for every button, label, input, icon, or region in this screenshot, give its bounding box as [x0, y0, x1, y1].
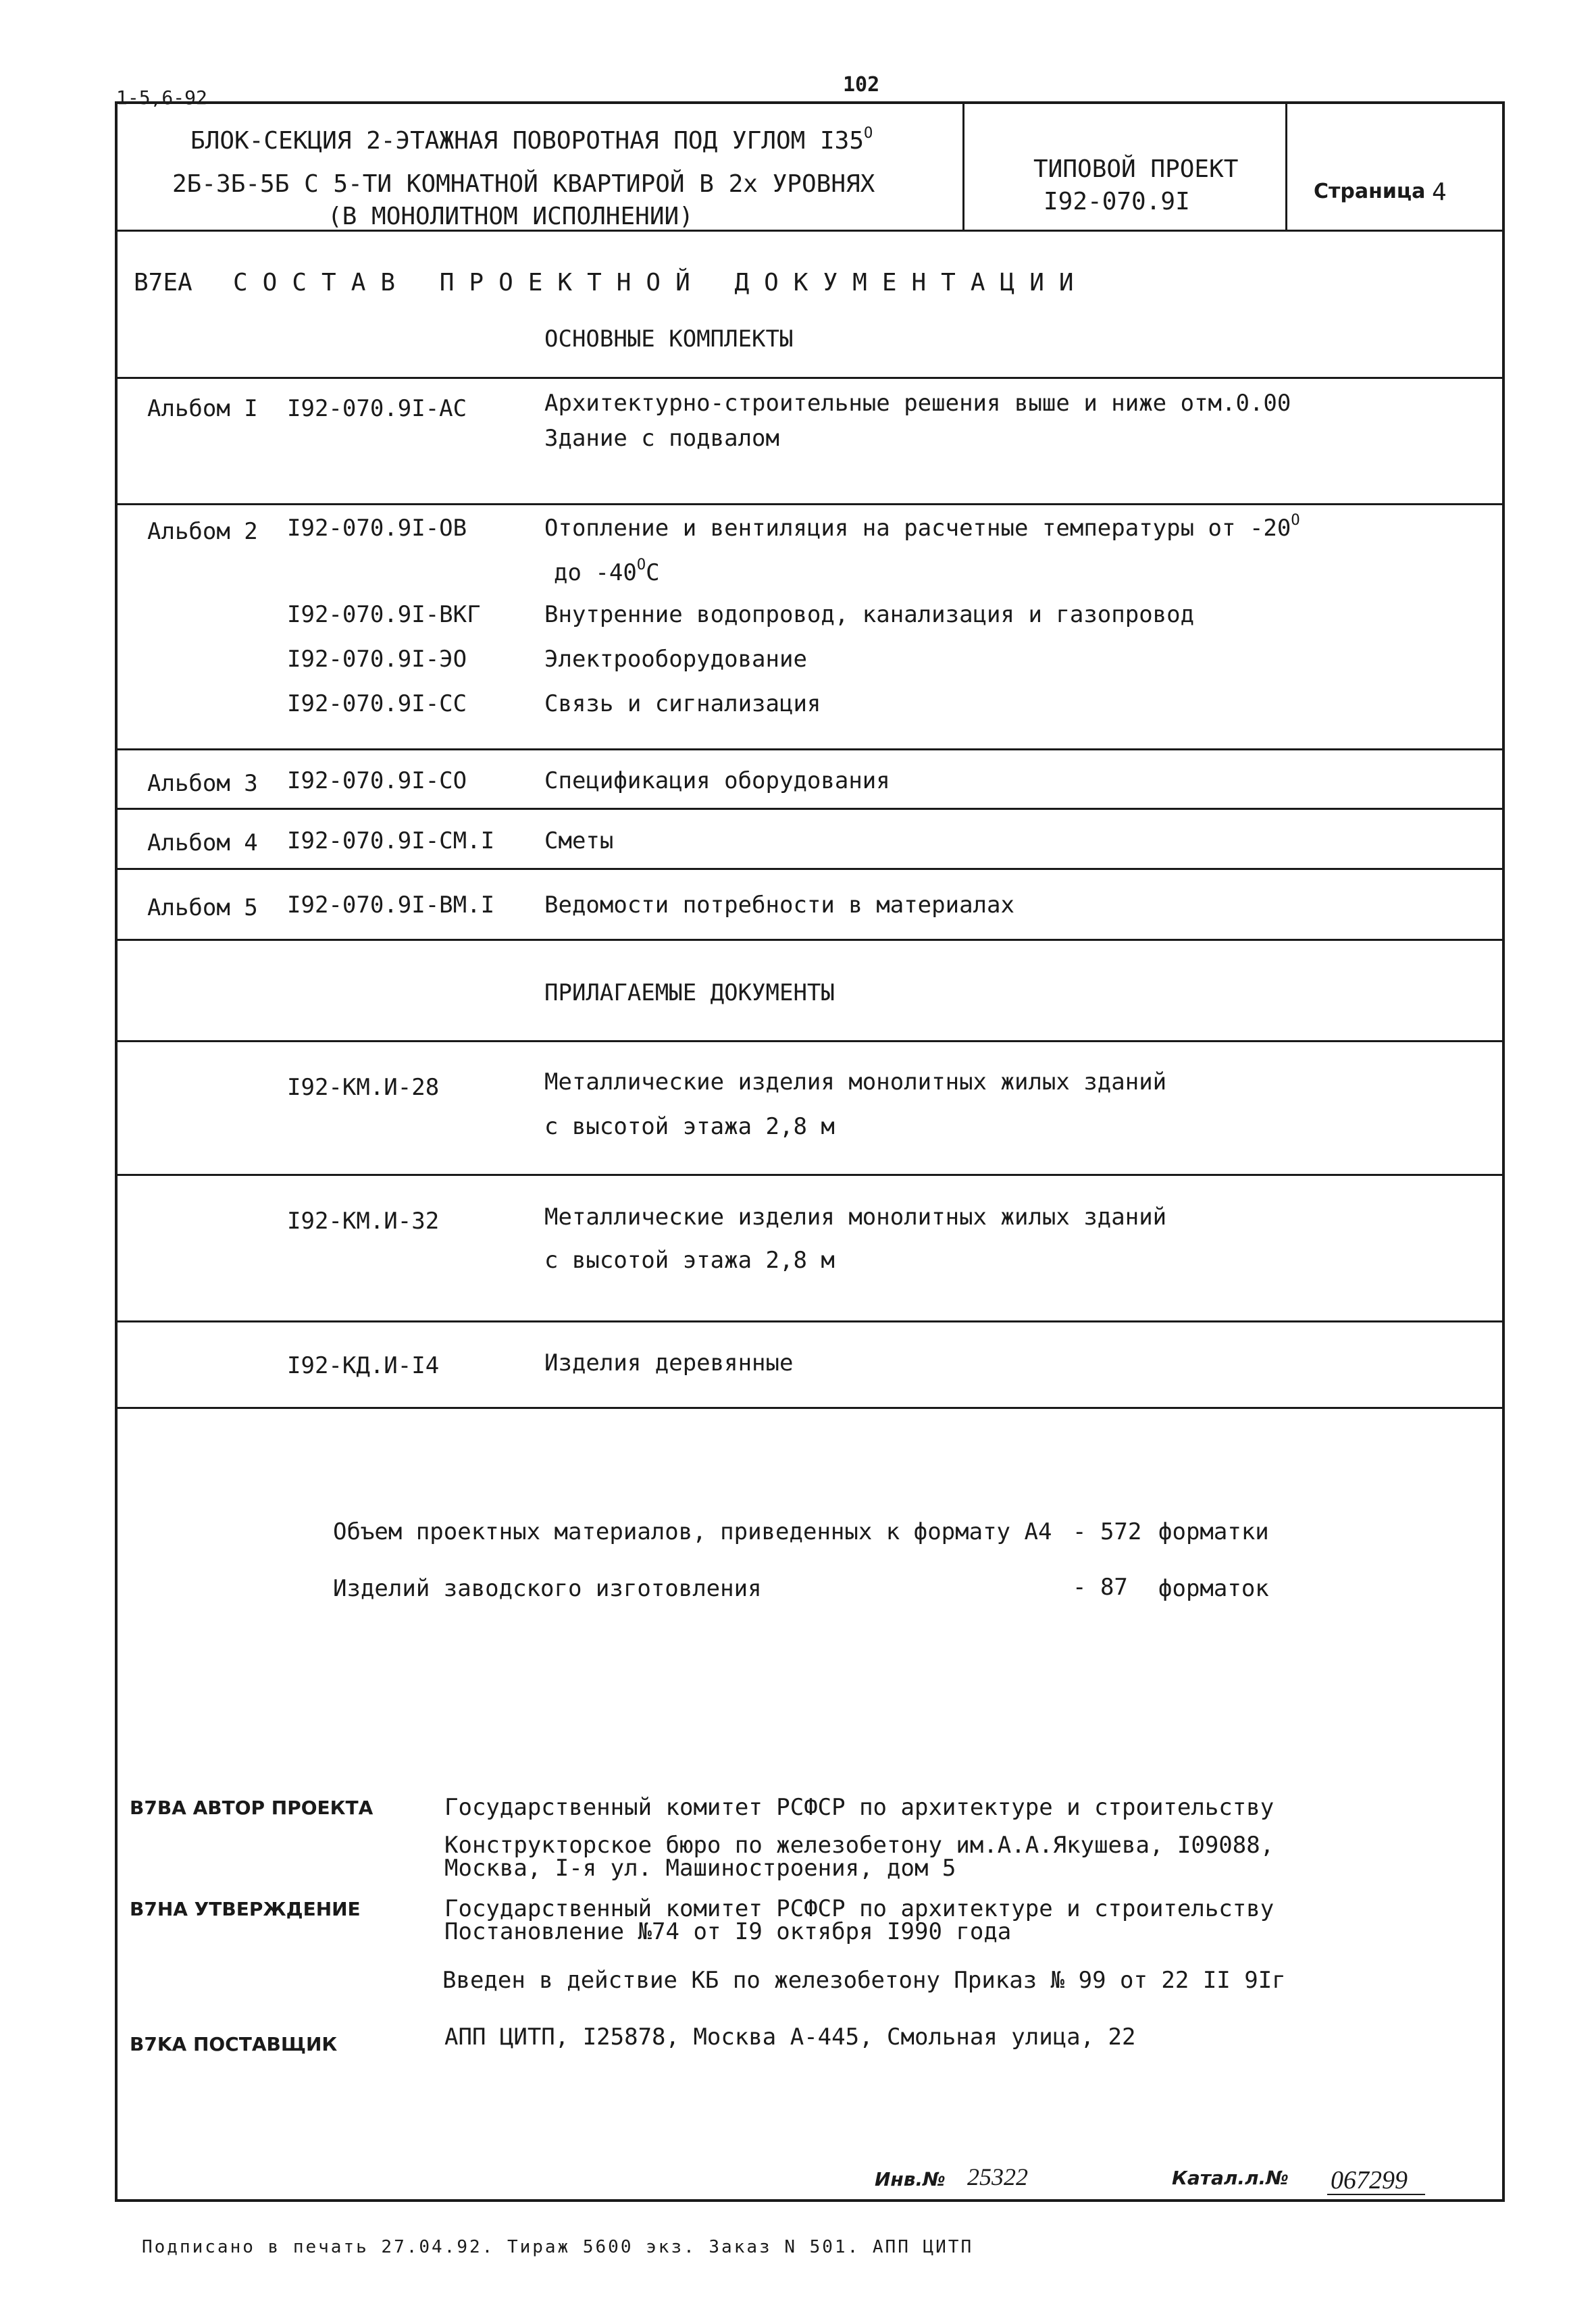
volume-line1-value: - 572: [1073, 1518, 1142, 1545]
document-description-line2: до $-40^ОС$: [554, 557, 660, 586]
header-title-line1: БЛОК-СЕКЦИЯ 2-ЭТАЖНАЯ ПОВОРОТНАЯ ПОД УГЛОМ $I35^О$: [190, 125, 873, 155]
document-description: Отопление и вентиляция на расчетные температуры от $-20^О$: [544, 512, 1300, 542]
rule-6: [115, 939, 1505, 941]
volume-line2-value: - 87: [1073, 1574, 1128, 1601]
album-label: Альбом 5: [147, 894, 258, 921]
header-divider-1: [962, 101, 964, 230]
album-label: Альбом 2: [147, 518, 258, 545]
corner-code: 1-5,6-92: [116, 86, 207, 109]
supplier-label: B7KA ПОСТАВЩИК: [130, 2033, 338, 2055]
document-description: Спецификация оборудования: [544, 767, 890, 794]
approval-label: B7HA УТВЕРЖДЕНИЕ: [130, 1898, 361, 1920]
volume-line1-label: Объем проектных материалов, приведенных к формату А4: [333, 1518, 1052, 1545]
volume-line1-unit: форматки: [1158, 1518, 1269, 1545]
document-description: Электрооборудование: [544, 646, 807, 673]
print-note: Подписано в печать 27.04.92. Тираж 5600 экз. Заказ N 501. АПП ЦИТП: [142, 2237, 974, 2257]
document-description: Внутренние водопровод, канализация и газопровод: [544, 601, 1195, 628]
project-number: I92-070.9I: [1044, 188, 1190, 215]
rule-10: [115, 1407, 1505, 1409]
main-sets-heading: ОСНОВНЫЕ КОМПЛЕКТЫ: [544, 326, 794, 353]
rule-7: [115, 1040, 1505, 1042]
document-code: I92-070.9I-СМ.I: [287, 827, 495, 854]
attached-description: Металлические изделия монолитных жилых зданий: [544, 1069, 1167, 1096]
attached-code: I92-КМ.И-28: [287, 1074, 440, 1101]
catalog-number: 067299: [1331, 2166, 1408, 2194]
document-code: I92-070.9I-СС: [287, 690, 467, 717]
attached-code: I92-КД.И-I4: [287, 1352, 440, 1379]
catalog-label: Катал.л.№: [1172, 2167, 1289, 2189]
rule-5: [115, 868, 1505, 870]
attached-code: I92-КМ.И-32: [287, 1208, 440, 1235]
document-description: Сметы: [544, 827, 614, 854]
header-title-line2: 2Б-3Б-5Б С 5-ТИ КОМНАТНОЙ КВАРТИРОЙ В 2х УРОВНЯХ: [172, 170, 875, 198]
document-description: Связь и сигнализация: [544, 690, 821, 717]
header-title-line3: (В МОНОЛИТНОМ ИСПОЛНЕНИИ): [328, 203, 694, 230]
album-label: Альбом I: [147, 395, 258, 422]
approval-line1: Государственный комитет РСФСР по архитектуре и строительству: [444, 1895, 1275, 1922]
attached-description-line2: с высотой этажа 2,8 м: [544, 1247, 835, 1274]
author-label: B7BA АВТОР ПРОЕКТА: [130, 1797, 374, 1819]
document-code: I92-070.9I-АС: [287, 395, 467, 422]
section-code: B7EA: [134, 269, 192, 297]
approval-line2: Постановление №74 от I9 октября I990 года: [444, 1918, 1012, 1945]
inventory-label: Инв.№: [875, 2168, 946, 2190]
page-number: 4: [1432, 178, 1447, 206]
attached-heading: ПРИЛАГАЕМЫЕ ДОКУМЕНТЫ: [544, 979, 835, 1006]
header-divider-2: [1285, 101, 1287, 230]
document-code: I92-070.9I-ЭО: [287, 646, 467, 673]
rule-9: [115, 1320, 1505, 1322]
author-line2: Конструкторское бюро по железобетону им.А.А.Якушева, I09088,: [444, 1832, 1275, 1859]
document-code: I92-070.9I-ОВ: [287, 515, 467, 542]
volume-line2-unit: форматок: [1158, 1575, 1269, 1602]
sheet-number: 102: [843, 73, 880, 97]
document-code: I92-070.9I-ВМ.I: [287, 892, 495, 919]
rule-4: [115, 808, 1505, 810]
album-label: Альбом 3: [147, 770, 258, 797]
catalog-underline: [1327, 2194, 1425, 2195]
document-description: Архитектурно-строительные решения выше и ниже отм.0.00: [544, 390, 1291, 417]
attached-description: Металлические изделия монолитных жилых зданий: [544, 1204, 1167, 1231]
approval-line3: Введен в действие КБ по железобетону Приказ № 99 от 22 II 9Iг: [442, 1967, 1286, 1994]
attached-description-line2: с высотой этажа 2,8 м: [544, 1113, 835, 1140]
rule-2: [115, 503, 1505, 505]
header-bottom-rule: [115, 230, 1505, 232]
attached-description: Изделия деревянные: [544, 1349, 794, 1377]
author-line1: Государственный комитет РСФСР по архитектуре и строительству: [444, 1794, 1275, 1821]
page-label: Страница: [1314, 180, 1426, 203]
project-label: ТИПОВОЙ ПРОЕКТ: [1033, 155, 1239, 183]
document-description: Ведомости потребности в материалах: [544, 892, 1014, 919]
rule-3: [115, 748, 1505, 750]
album-label: Альбом 4: [147, 829, 258, 856]
author-line3: Москва, I-я ул. Машиностроения, дом 5: [444, 1855, 956, 1882]
rule-8: [115, 1174, 1505, 1176]
section-title: СОСТАВ ПРОЕКТНОЙ ДОКУМЕНТАЦИИ: [233, 269, 1089, 297]
rule-1: [115, 377, 1505, 379]
supplier-line1: АПП ЦИТП, I25878, Москва А-445, Смольная улица, 22: [444, 2024, 1136, 2051]
document-code: I92-070.9I-СО: [287, 767, 467, 794]
document-description-line2: Здание с подвалом: [544, 425, 779, 452]
document-code: I92-070.9I-ВКГ: [287, 601, 481, 628]
volume-line2-label: Изделий заводского изготовления: [333, 1575, 762, 1602]
inventory-number: 25322: [967, 2163, 1028, 2190]
